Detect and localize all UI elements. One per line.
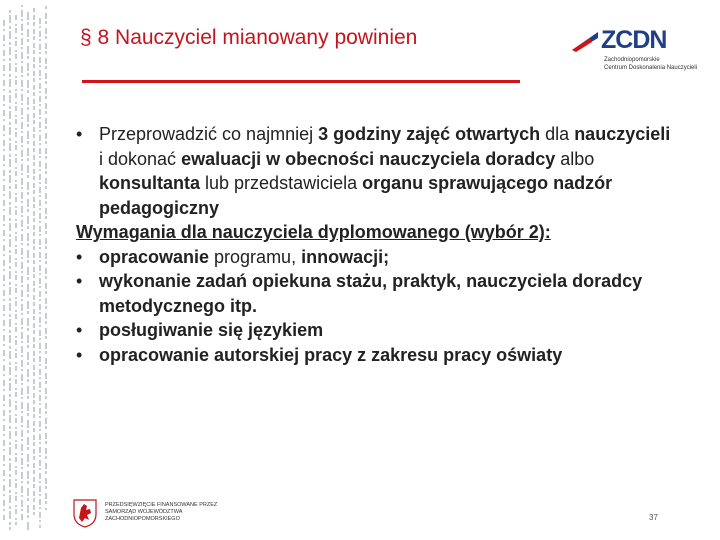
slide-content (76, 122, 676, 367)
bullet-item-open-lessons: • Przeprowadzić co najmniej 3 godziny zajęć otwartych dla nauczycieli i dokonać ewaluacji w obecności nauczyciela doradcy albo konsultanta lub przedstawiciela organu sprawującego nadzór pedagogiczny (76, 122, 676, 220)
page-number: 37 (649, 513, 658, 522)
bullet-item-author-work: • opracowanie autorskiej pracy z zakresu pracy oświaty (76, 343, 676, 368)
slide-title: § 8 Nauczyciel mianowany powinien (80, 26, 418, 49)
zcdn-logo-subtitle: Zachodniopomorskie Centrum Doskonalenia Nauczycieli (604, 57, 698, 71)
griffin-crest-icon (72, 498, 98, 528)
bullet-item-language: • posługiwanie się językiem (76, 318, 676, 343)
zcdn-logo-mark (570, 28, 600, 54)
bullet-item-program: • opracowanie programu, innowacji; (76, 245, 676, 270)
decorative-handwriting-strip (0, 0, 60, 540)
bullet-item-mentor-tasks: • wykonanie zadań opiekuna stażu, praktyk, nauczyciela doradcy metodycznego itp. (76, 269, 676, 318)
zcdn-logo (570, 26, 698, 74)
footer-sponsor-logo (72, 496, 222, 530)
zcdn-logo-text: ZCDN (601, 26, 667, 54)
requirements-heading: Wymagania dla nauczyciela dyplomowanego (wybór 2): (76, 222, 551, 242)
footer-sponsor-text: PRZEDSIĘWZIĘCIE FINANSOWANE PRZEZ SAMORZĄD WOJEWÓDZTWA ZACHODNIOPOMORSKIEGO (105, 502, 218, 522)
title-underline (82, 80, 520, 83)
